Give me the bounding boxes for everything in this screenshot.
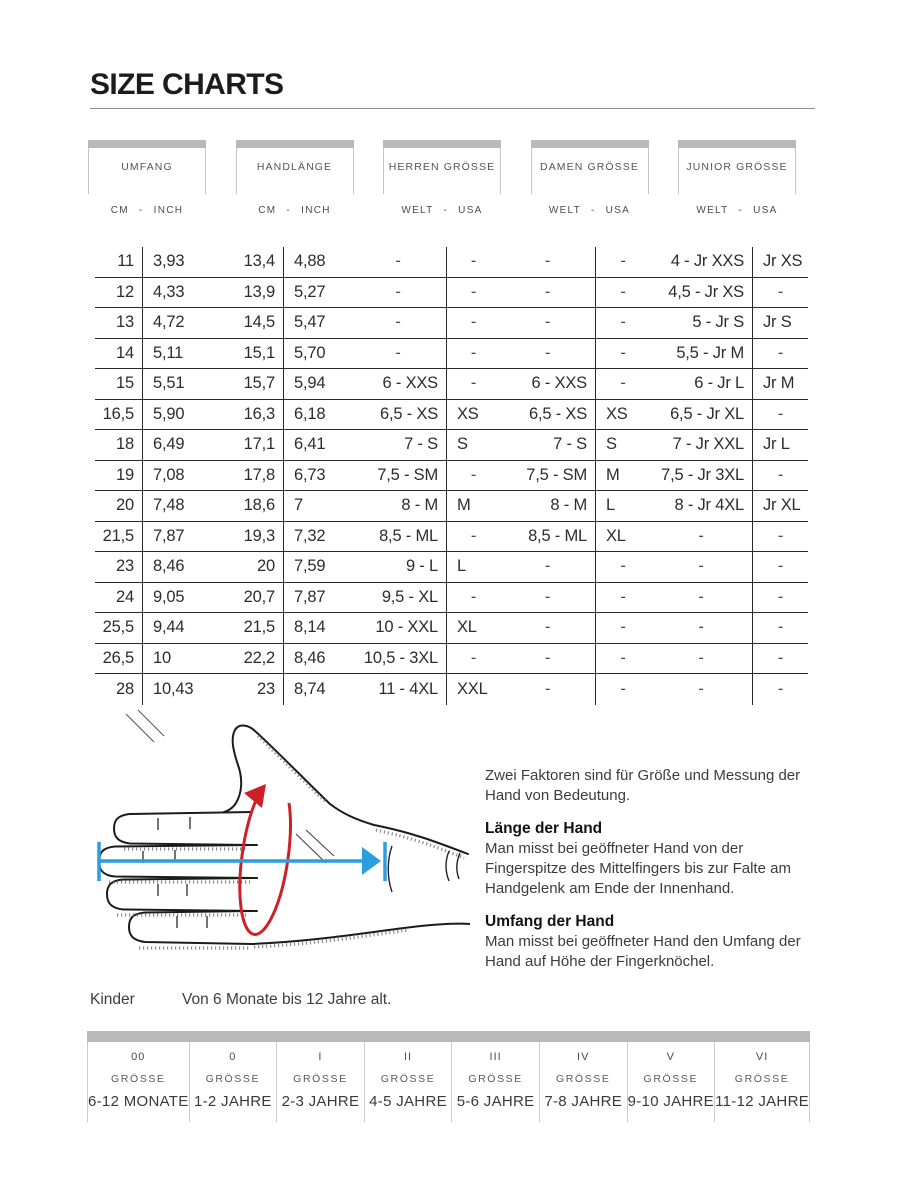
table-cell-umfang_cm: 26,5 bbox=[102, 648, 134, 667]
group-box-top-bar bbox=[678, 140, 796, 148]
table-cell-herren_usa: S bbox=[446, 430, 500, 460]
kinder-size-cell bbox=[540, 1042, 628, 1122]
table-cell-damen_usa: XS bbox=[595, 400, 650, 430]
table-cell-handlaenge_cm: 13,4 bbox=[243, 252, 275, 271]
table-cell-junior_welt: 6,5 - Jr XL bbox=[670, 404, 744, 423]
table-cell-junior_usa: - bbox=[752, 400, 808, 430]
table-cell-damen_usa: - bbox=[595, 339, 650, 369]
table-cell-handlaenge_inch: 5,47 bbox=[283, 308, 350, 338]
unit-header: WELT - USA bbox=[548, 205, 631, 216]
table-cell-junior_welt: 5,5 - Jr M bbox=[676, 343, 744, 362]
table-cell-junior_welt: - bbox=[698, 587, 704, 606]
table-cell-junior_welt: - bbox=[698, 526, 704, 545]
unit-header: CM - INCH bbox=[258, 205, 331, 216]
table-cell-handlaenge_inch: 7,87 bbox=[283, 583, 350, 613]
group-box-label: DAMEN GRÖSSE bbox=[540, 161, 639, 173]
table-row bbox=[95, 583, 808, 614]
size-table bbox=[95, 247, 808, 705]
table-cell-handlaenge_inch: 7,32 bbox=[283, 522, 350, 552]
table-cell-handlaenge_cm: 23 bbox=[257, 679, 275, 698]
table-cell-junior_usa: Jr M bbox=[752, 369, 808, 399]
table-cell-handlaenge_cm: 22,2 bbox=[243, 648, 275, 667]
kinder-age-range: 6-12 MONATE bbox=[88, 1093, 189, 1110]
table-cell-junior_welt: - bbox=[698, 648, 704, 667]
table-cell-umfang_cm: 19 bbox=[116, 465, 134, 484]
table-cell-herren_usa: - bbox=[446, 369, 500, 399]
table-cell-handlaenge_cm: 20,7 bbox=[243, 587, 275, 606]
table-cell-junior_usa: - bbox=[752, 339, 808, 369]
kinder-size-cell bbox=[365, 1042, 453, 1122]
table-cell-herren_usa: L bbox=[446, 552, 500, 582]
table-cell-herren_welt: - bbox=[395, 282, 401, 301]
kinder-age-range: 9-10 JAHRE bbox=[627, 1093, 714, 1110]
table-cell-junior_welt: 7,5 - Jr 3XL bbox=[661, 465, 744, 484]
table-cell-damen_usa: - bbox=[595, 308, 650, 338]
info-body-circumference: Man misst bei geöffneter Hand den Umfang der Hand auf Höhe der Fingerknöchel. bbox=[485, 933, 801, 970]
table-cell-damen_welt: 7 - S bbox=[553, 435, 587, 454]
kinder-label: Kinder bbox=[90, 991, 135, 1008]
table-row bbox=[95, 613, 808, 644]
table-cell-handlaenge_cm: 16,3 bbox=[243, 404, 275, 423]
group-box-top-bar bbox=[383, 140, 501, 148]
table-cell-herren_usa: XXL bbox=[446, 674, 500, 705]
kinder-description: Von 6 Monate bis 12 Jahre alt. bbox=[182, 991, 392, 1008]
kinder-size-caption: GRÖSSE bbox=[111, 1073, 166, 1085]
kinder-age-range: 4-5 JAHRE bbox=[369, 1093, 447, 1110]
table-cell-damen_usa: - bbox=[595, 247, 650, 277]
table-cell-umfang_inch: 10 bbox=[142, 644, 210, 674]
table-cell-umfang_inch: 8,46 bbox=[142, 552, 210, 582]
table-cell-damen_usa: - bbox=[595, 674, 650, 705]
size-table-group-headers bbox=[88, 140, 800, 194]
table-cell-handlaenge_inch: 8,46 bbox=[283, 644, 350, 674]
kinder-size-cell bbox=[88, 1042, 190, 1122]
table-cell-handlaenge_cm: 19,3 bbox=[243, 526, 275, 545]
group-box-label: JUNIOR GRÖSSE bbox=[686, 161, 788, 173]
title-rule bbox=[90, 108, 815, 109]
table-cell-umfang_cm: 23 bbox=[116, 557, 134, 576]
kinder-age-range: 1-2 JAHRE bbox=[193, 1093, 272, 1110]
table-cell-handlaenge_inch: 4,88 bbox=[283, 247, 350, 277]
table-cell-damen_usa: L bbox=[595, 491, 650, 521]
table-row bbox=[95, 400, 808, 431]
table-cell-junior_welt: - bbox=[698, 557, 704, 576]
size-table-unit-headers bbox=[88, 205, 800, 216]
kinder-size-cell bbox=[277, 1042, 365, 1122]
group-box-top-bar bbox=[531, 140, 649, 148]
info-heading-length: Länge der Hand bbox=[485, 820, 603, 837]
table-cell-umfang_cm: 14 bbox=[116, 343, 134, 362]
table-cell-handlaenge_cm: 17,8 bbox=[243, 465, 275, 484]
table-cell-damen_welt: 6 - XXS bbox=[531, 374, 587, 393]
kinder-size-value: I bbox=[318, 1051, 323, 1063]
table-cell-umfang_cm: 28 bbox=[116, 679, 134, 698]
kinder-size-caption: GRÖSSE bbox=[555, 1073, 611, 1085]
table-cell-damen_usa: - bbox=[595, 613, 650, 643]
table-cell-herren_usa: - bbox=[446, 339, 500, 369]
size-table-group-box bbox=[383, 140, 501, 194]
sketch-strokes bbox=[126, 710, 164, 742]
table-cell-damen_welt: - bbox=[544, 679, 551, 698]
table-cell-herren_welt: 9,5 - XL bbox=[381, 587, 438, 606]
table-cell-damen_welt: - bbox=[544, 313, 551, 332]
table-cell-umfang_cm: 12 bbox=[116, 282, 134, 301]
table-cell-handlaenge_cm: 20 bbox=[257, 557, 275, 576]
table-cell-herren_welt: - bbox=[395, 313, 401, 332]
table-cell-junior_welt: - bbox=[698, 618, 704, 637]
kinder-size-value: VI bbox=[755, 1051, 769, 1063]
table-cell-umfang_inch: 9,05 bbox=[142, 583, 210, 613]
table-cell-umfang_inch: 9,44 bbox=[142, 613, 210, 643]
table-cell-damen_usa: - bbox=[595, 552, 650, 582]
table-cell-damen_welt: - bbox=[544, 343, 551, 362]
table-cell-herren_usa: - bbox=[446, 644, 500, 674]
kinder-age-range: 5-6 JAHRE bbox=[456, 1093, 535, 1110]
table-cell-junior_usa: - bbox=[752, 613, 808, 643]
table-cell-damen_welt: 8 - M bbox=[550, 496, 587, 515]
table-cell-damen_welt: - bbox=[544, 587, 551, 606]
hand-measurement-illustration bbox=[58, 700, 470, 978]
group-box-top-bar bbox=[236, 140, 354, 148]
kinder-size-cell bbox=[190, 1042, 278, 1122]
table-row bbox=[95, 644, 808, 675]
table-row bbox=[95, 552, 808, 583]
kinder-size-value: 00 bbox=[131, 1051, 146, 1063]
table-cell-junior_usa: - bbox=[752, 522, 808, 552]
table-cell-umfang_inch: 10,43 bbox=[142, 674, 210, 705]
table-cell-junior_usa: Jr XL bbox=[752, 491, 808, 521]
kinder-age-range: 11-12 JAHRE bbox=[715, 1093, 810, 1110]
table-cell-junior_usa: - bbox=[752, 583, 808, 613]
kinder-size-value: III bbox=[489, 1051, 502, 1063]
table-cell-umfang_inch: 7,48 bbox=[142, 491, 210, 521]
table-cell-junior_welt: 4,5 - Jr XS bbox=[668, 282, 744, 301]
kinder-size-value: 0 bbox=[229, 1051, 237, 1063]
table-cell-herren_welt: 8,5 - ML bbox=[379, 526, 438, 545]
size-table-group-box bbox=[236, 140, 354, 194]
table-row bbox=[95, 461, 808, 492]
table-cell-damen_welt: - bbox=[544, 252, 551, 271]
table-cell-herren_usa: - bbox=[446, 247, 500, 277]
table-cell-junior_welt: 4 - Jr XXS bbox=[670, 252, 744, 271]
table-cell-herren_usa: - bbox=[446, 522, 500, 552]
table-cell-umfang_cm: 11 bbox=[117, 252, 134, 271]
table-cell-herren_usa: M bbox=[446, 491, 500, 521]
kinder-table bbox=[87, 1031, 810, 1122]
table-cell-handlaenge_inch: 6,18 bbox=[283, 400, 350, 430]
size-table-group-box bbox=[678, 140, 796, 194]
table-cell-handlaenge_inch: 8,14 bbox=[283, 613, 350, 643]
table-cell-herren_welt: - bbox=[395, 252, 401, 271]
table-cell-herren_usa: - bbox=[446, 583, 500, 613]
table-cell-junior_usa: - bbox=[752, 674, 808, 705]
table-cell-herren_welt: 8 - M bbox=[401, 496, 438, 515]
kinder-size-caption: GRÖSSE bbox=[643, 1073, 699, 1085]
table-cell-handlaenge_inch: 7,59 bbox=[283, 552, 350, 582]
table-cell-umfang_inch: 6,49 bbox=[142, 430, 210, 460]
table-row bbox=[95, 339, 808, 370]
table-cell-umfang_inch: 4,72 bbox=[142, 308, 210, 338]
table-cell-herren_welt: 7 - S bbox=[404, 435, 438, 454]
info-body-length: Man misst bei geöffneter Hand von der Fingerspitze des Mittelfingers bis zur Falte am Handgelenk am Ende der Innenhand. bbox=[485, 840, 791, 897]
table-cell-umfang_inch: 5,90 bbox=[142, 400, 210, 430]
table-cell-damen_welt: - bbox=[544, 618, 551, 637]
kinder-size-caption: GRÖSSE bbox=[293, 1073, 348, 1085]
table-cell-handlaenge_cm: 15,7 bbox=[243, 374, 275, 393]
kinder-size-caption: GRÖSSE bbox=[734, 1073, 790, 1085]
table-cell-umfang_cm: 24 bbox=[116, 587, 134, 606]
table-cell-junior_welt: 7 - Jr XXL bbox=[672, 435, 744, 454]
table-cell-junior_welt: 6 - Jr L bbox=[694, 374, 744, 393]
table-cell-herren_usa: XL bbox=[446, 613, 500, 643]
group-box-top-bar bbox=[88, 140, 206, 148]
table-cell-damen_welt: 6,5 - XS bbox=[528, 404, 587, 423]
info-heading-circumference: Umfang der Hand bbox=[485, 913, 615, 930]
table-cell-junior_usa: - bbox=[752, 644, 808, 674]
table-cell-junior_usa: - bbox=[752, 552, 808, 582]
table-cell-handlaenge_inch: 5,27 bbox=[283, 278, 350, 308]
kinder-size-value: II bbox=[403, 1051, 413, 1063]
kinder-age-range: 2-3 JAHRE bbox=[281, 1093, 360, 1110]
table-cell-herren_usa: - bbox=[446, 278, 500, 308]
kinder-size-value: V bbox=[666, 1051, 675, 1063]
table-row bbox=[95, 308, 808, 339]
table-cell-junior_welt: 5 - Jr S bbox=[692, 313, 744, 332]
group-box-label: HANDLÄNGE bbox=[256, 161, 333, 173]
table-cell-handlaenge_cm: 14,5 bbox=[243, 313, 275, 332]
table-cell-herren_welt: 6 - XXS bbox=[382, 374, 438, 393]
kinder-table-top-bar bbox=[87, 1031, 810, 1042]
table-cell-umfang_cm: 16,5 bbox=[102, 404, 134, 423]
table-row bbox=[95, 430, 808, 461]
table-cell-handlaenge_inch: 5,70 bbox=[283, 339, 350, 369]
table-cell-handlaenge_cm: 17,1 bbox=[243, 435, 275, 454]
table-row bbox=[95, 522, 808, 553]
table-cell-herren_welt: 6,5 - XS bbox=[379, 404, 438, 423]
group-box-label: HERREN GRÖSSE bbox=[388, 161, 496, 173]
table-cell-damen_usa: S bbox=[595, 430, 650, 460]
table-cell-umfang_cm: 15 bbox=[116, 374, 134, 393]
table-row bbox=[95, 278, 808, 309]
size-table-group-box bbox=[531, 140, 649, 194]
table-cell-handlaenge_inch: 7 bbox=[283, 491, 350, 521]
table-cell-herren_welt: 10,5 - 3XL bbox=[363, 648, 438, 667]
group-box-label: UMFANG bbox=[121, 161, 173, 173]
table-cell-junior_usa: Jr XS bbox=[752, 247, 808, 277]
table-cell-umfang_inch: 7,08 bbox=[142, 461, 210, 491]
kinder-heading bbox=[90, 991, 391, 1009]
table-cell-umfang_cm: 20 bbox=[116, 496, 134, 515]
table-cell-junior_usa: Jr L bbox=[752, 430, 808, 460]
kinder-size-cell bbox=[715, 1042, 810, 1122]
table-row bbox=[95, 369, 808, 400]
table-cell-junior_usa: - bbox=[752, 461, 808, 491]
kinder-size-cell bbox=[628, 1042, 716, 1122]
table-cell-umfang_inch: 5,11 bbox=[142, 339, 210, 369]
table-cell-umfang_cm: 21,5 bbox=[102, 526, 134, 545]
table-cell-herren_usa: - bbox=[446, 308, 500, 338]
table-cell-herren_welt: 10 - XXL bbox=[375, 618, 438, 637]
table-row bbox=[95, 247, 808, 278]
table-cell-handlaenge_cm: 15,1 bbox=[243, 343, 275, 362]
table-cell-handlaenge_cm: 21,5 bbox=[243, 618, 275, 637]
table-cell-herren_usa: - bbox=[446, 461, 500, 491]
unit-header: CM - INCH bbox=[110, 205, 184, 216]
table-cell-herren_welt: 11 - 4XL bbox=[378, 679, 438, 698]
table-cell-umfang_inch: 7,87 bbox=[142, 522, 210, 552]
table-cell-umfang_cm: 25,5 bbox=[102, 618, 134, 637]
table-row bbox=[95, 491, 808, 522]
table-cell-damen_welt: - bbox=[544, 648, 551, 667]
table-cell-herren_welt: - bbox=[395, 343, 401, 362]
table-cell-junior_usa: Jr S bbox=[752, 308, 808, 338]
table-cell-handlaenge_inch: 8,74 bbox=[283, 674, 350, 705]
table-cell-umfang_inch: 5,51 bbox=[142, 369, 210, 399]
table-cell-handlaenge_inch: 6,73 bbox=[283, 461, 350, 491]
table-cell-damen_usa: - bbox=[595, 644, 650, 674]
table-cell-herren_usa: XS bbox=[446, 400, 500, 430]
kinder-size-caption: GRÖSSE bbox=[380, 1073, 436, 1085]
table-cell-handlaenge_cm: 18,6 bbox=[243, 496, 275, 515]
table-cell-handlaenge_inch: 5,94 bbox=[283, 369, 350, 399]
measurement-info bbox=[485, 766, 823, 972]
table-cell-damen_welt: - bbox=[544, 282, 551, 301]
table-cell-umfang_inch: 3,93 bbox=[142, 247, 210, 277]
unit-header: WELT - USA bbox=[696, 205, 778, 216]
info-intro: Zwei Faktoren sind für Größe und Messung der Hand von Bedeutung. bbox=[485, 767, 801, 804]
table-cell-junior_welt: 8 - Jr 4XL bbox=[674, 496, 744, 515]
table-cell-umfang_inch: 4,33 bbox=[142, 278, 210, 308]
size-table-group-box bbox=[88, 140, 206, 194]
table-cell-herren_welt: 7,5 - SM bbox=[377, 465, 438, 484]
kinder-size-cell bbox=[452, 1042, 540, 1122]
kinder-size-caption: GRÖSSE bbox=[205, 1073, 261, 1085]
table-cell-umfang_cm: 18 bbox=[116, 435, 134, 454]
unit-header: WELT - USA bbox=[401, 205, 483, 216]
table-cell-umfang_cm: 13 bbox=[116, 313, 134, 332]
kinder-size-value: IV bbox=[577, 1051, 590, 1063]
table-cell-damen_welt: - bbox=[544, 557, 551, 576]
table-cell-damen_welt: 7,5 - SM bbox=[526, 465, 587, 484]
palm-creases bbox=[296, 830, 334, 863]
hand-outline bbox=[99, 726, 470, 944]
table-cell-junior_usa: - bbox=[752, 278, 808, 308]
table-cell-damen_usa: - bbox=[595, 583, 650, 613]
table-cell-damen_usa: - bbox=[595, 369, 650, 399]
table-cell-damen_welt: 8,5 - ML bbox=[528, 526, 587, 545]
kinder-age-range: 7-8 JAHRE bbox=[544, 1093, 623, 1110]
table-cell-damen_usa: M bbox=[595, 461, 650, 491]
table-cell-handlaenge_cm: 13,9 bbox=[243, 282, 275, 301]
page-title: SIZE CHARTS bbox=[90, 68, 284, 101]
table-cell-damen_usa: - bbox=[595, 278, 650, 308]
kinder-size-caption: GRÖSSE bbox=[468, 1073, 523, 1085]
table-cell-herren_welt: 9 - L bbox=[405, 557, 438, 576]
table-cell-damen_usa: XL bbox=[595, 522, 650, 552]
table-cell-handlaenge_inch: 6,41 bbox=[283, 430, 350, 460]
table-cell-junior_welt: - bbox=[698, 679, 704, 698]
